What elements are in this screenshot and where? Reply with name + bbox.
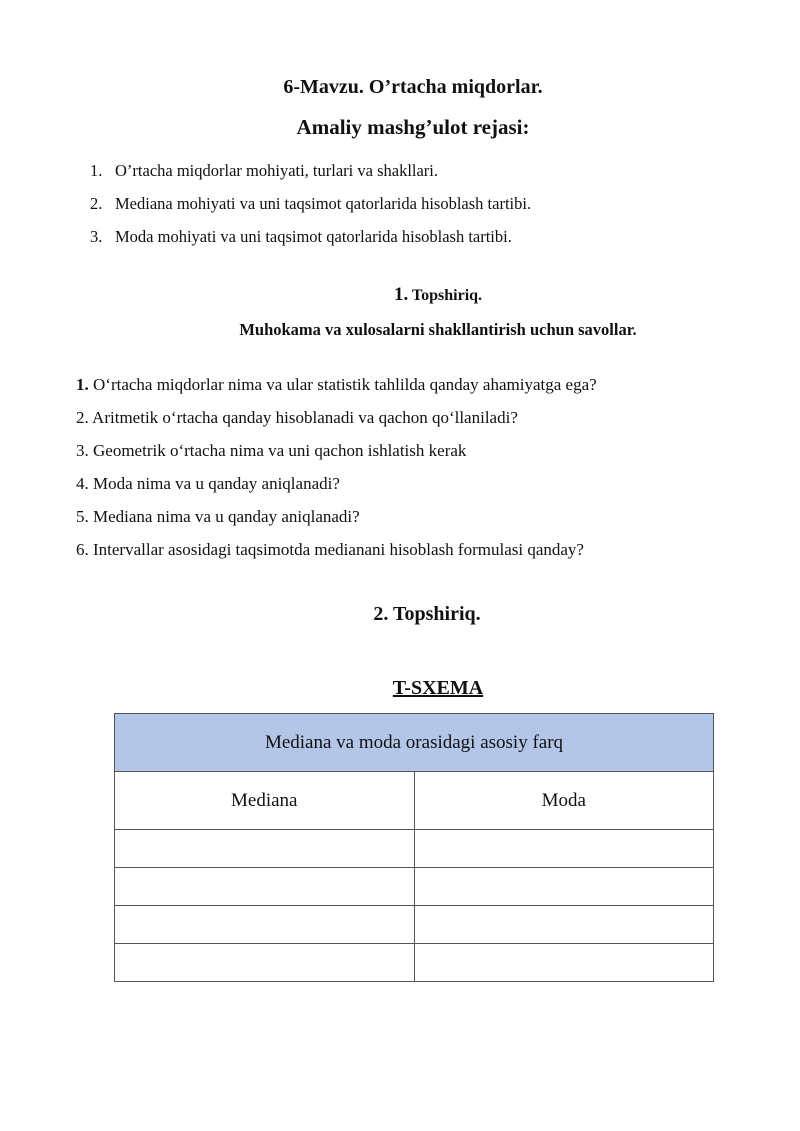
table-row xyxy=(115,714,714,772)
plan-item xyxy=(90,191,531,224)
empty-cell[interactable] xyxy=(414,944,714,982)
question-item xyxy=(76,471,597,504)
plan-item-text: Mediana mohiyati va uni taqsimot qatorlarida hisoblash tartibi. xyxy=(115,194,532,213)
question-item xyxy=(76,537,597,570)
empty-cell[interactable] xyxy=(115,906,415,944)
table-row xyxy=(115,772,714,830)
task1-heading xyxy=(0,284,800,306)
plan-item-number: 2. xyxy=(90,194,103,213)
table-row xyxy=(115,868,714,906)
empty-cell[interactable] xyxy=(115,830,415,868)
question-number: 1. xyxy=(76,375,89,394)
question-item xyxy=(76,372,597,405)
question-text: Mediana nima va u qanday aniqlanadi? xyxy=(88,507,360,526)
plan-item xyxy=(90,158,531,191)
tschema-title: T-SXEMA xyxy=(392,677,484,699)
plan-list xyxy=(90,158,531,257)
question-number: 6. xyxy=(76,540,89,559)
question-item xyxy=(76,504,597,537)
question-item xyxy=(76,405,597,438)
plan-item-number: 1. xyxy=(90,161,103,180)
question-number: 4. xyxy=(76,474,89,493)
tschema-header: Mediana va moda orasidagi asosiy farq xyxy=(115,714,714,772)
empty-cell[interactable] xyxy=(414,906,714,944)
question-text: Intervallar asosidagi taqsimotda medianani hisoblash formulasi qanday? xyxy=(88,540,584,559)
question-item xyxy=(76,438,597,471)
tschema-table xyxy=(114,713,714,982)
plan-item-text: Moda mohiyati va uni taqsimot qatorlarida hisoblash tartibi. xyxy=(115,227,512,246)
empty-cell[interactable] xyxy=(414,868,714,906)
questions-list xyxy=(76,372,597,570)
plan-item xyxy=(90,224,531,257)
question-text: Aritmetik o‘rtacha qanday hisoblanadi va qachon qo‘llaniladi? xyxy=(88,408,518,427)
table-row xyxy=(115,906,714,944)
task1-number: 1. xyxy=(393,284,409,305)
task2-heading: 2. Topshiriq. xyxy=(373,603,481,625)
question-text: Moda nima va u qanday aniqlanadi? xyxy=(88,474,340,493)
task1-label: Topshiriq. xyxy=(408,287,483,304)
column-header-mediana: Mediana xyxy=(115,772,415,830)
empty-cell[interactable] xyxy=(414,830,714,868)
table-row xyxy=(115,944,714,982)
question-number: 5. xyxy=(76,507,89,526)
plan-title: Amaliy mashg’ulot rejasi: xyxy=(296,115,530,139)
empty-cell[interactable] xyxy=(115,944,415,982)
question-number: 3. xyxy=(76,441,89,460)
plan-item-number: 3. xyxy=(90,227,103,246)
task1-subtitle: Muhokama va xulosalarni shakllantirish uchun savollar. xyxy=(239,320,637,339)
table-row xyxy=(115,830,714,868)
column-header-moda: Moda xyxy=(414,772,714,830)
plan-item-text: O’rtacha miqdorlar mohiyati, turlari va shakllari. xyxy=(115,161,439,180)
topic-title: 6-Mavzu. O’rtacha miqdorlar. xyxy=(283,76,543,98)
question-text: Geometrik o‘rtacha nima va uni qachon ishlatish kerak xyxy=(88,441,467,460)
question-text: O‘rtacha miqdorlar nima va ular statistik tahlilda qanday ahamiyatga ega? xyxy=(88,375,597,394)
empty-cell[interactable] xyxy=(115,868,415,906)
question-number: 2. xyxy=(76,408,89,427)
